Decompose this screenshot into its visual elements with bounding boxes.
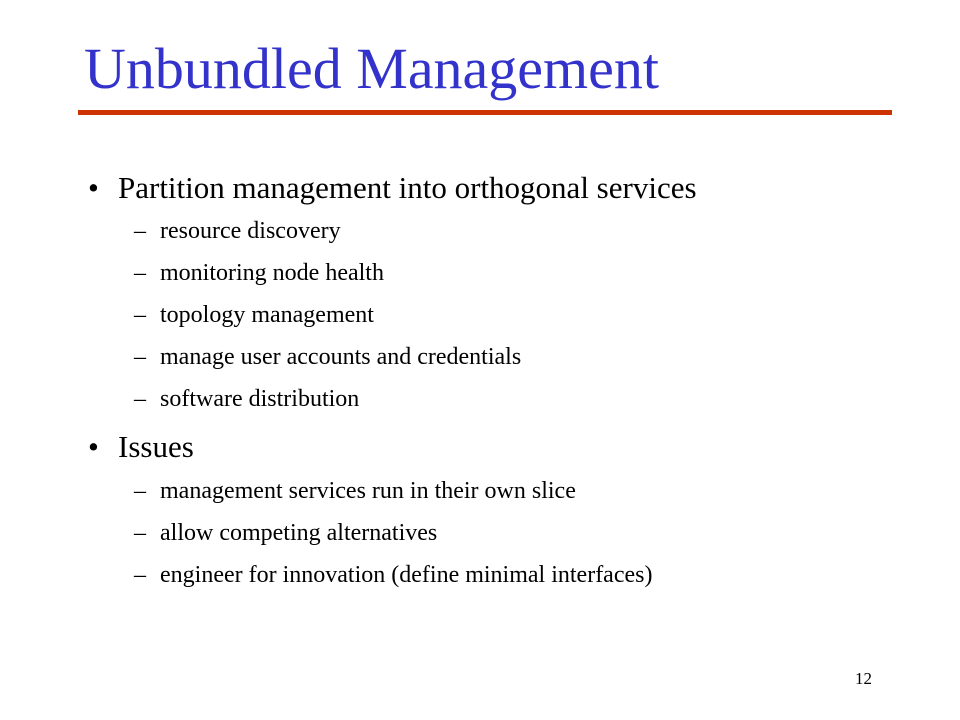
sub-bullet-text: allow competing alternatives [160, 520, 438, 546]
bullet-text: Partition management into orthogonal services [118, 170, 697, 205]
dash-icon: – [134, 562, 146, 588]
dash-icon: – [134, 478, 146, 504]
sub-bullet-text: manage user accounts and credentials [160, 344, 522, 370]
sub-bullet-text: monitoring node health [160, 260, 384, 286]
bullet-dot-icon: • [88, 170, 99, 205]
dash-icon: – [134, 520, 146, 546]
sub-bullet-resource-discovery [134, 219, 341, 243]
sub-bullet-monitoring-node-health [134, 261, 384, 285]
bullet-dot-icon: • [88, 429, 99, 464]
dash-icon: – [134, 302, 146, 328]
dash-icon: – [134, 260, 146, 286]
sub-bullet-text: resource discovery [160, 218, 341, 244]
title-underline [78, 110, 892, 115]
bullet-partition-management [88, 172, 697, 203]
sub-bullet-management-services-own-slice [134, 479, 576, 503]
sub-bullet-competing-alternatives [134, 521, 437, 545]
sub-bullet-text: engineer for innovation (define minimal interfaces) [160, 562, 653, 588]
sub-bullet-text: management services run in their own slice [160, 478, 576, 504]
sub-bullet-manage-user-accounts [134, 345, 521, 369]
bullet-issues [88, 431, 194, 462]
dash-icon: – [134, 344, 146, 370]
sub-bullet-topology-management [134, 303, 374, 327]
sub-bullet-text: software distribution [160, 386, 360, 412]
dash-icon: – [134, 386, 146, 412]
sub-bullet-text: topology management [160, 302, 374, 328]
bullet-text: Issues [118, 429, 194, 464]
sub-bullet-software-distribution [134, 387, 359, 411]
sub-bullet-engineer-for-innovation [134, 563, 652, 587]
page-number: 12 [855, 669, 872, 688]
slide-title: Unbundled Management [84, 36, 660, 101]
dash-icon: – [134, 218, 146, 244]
